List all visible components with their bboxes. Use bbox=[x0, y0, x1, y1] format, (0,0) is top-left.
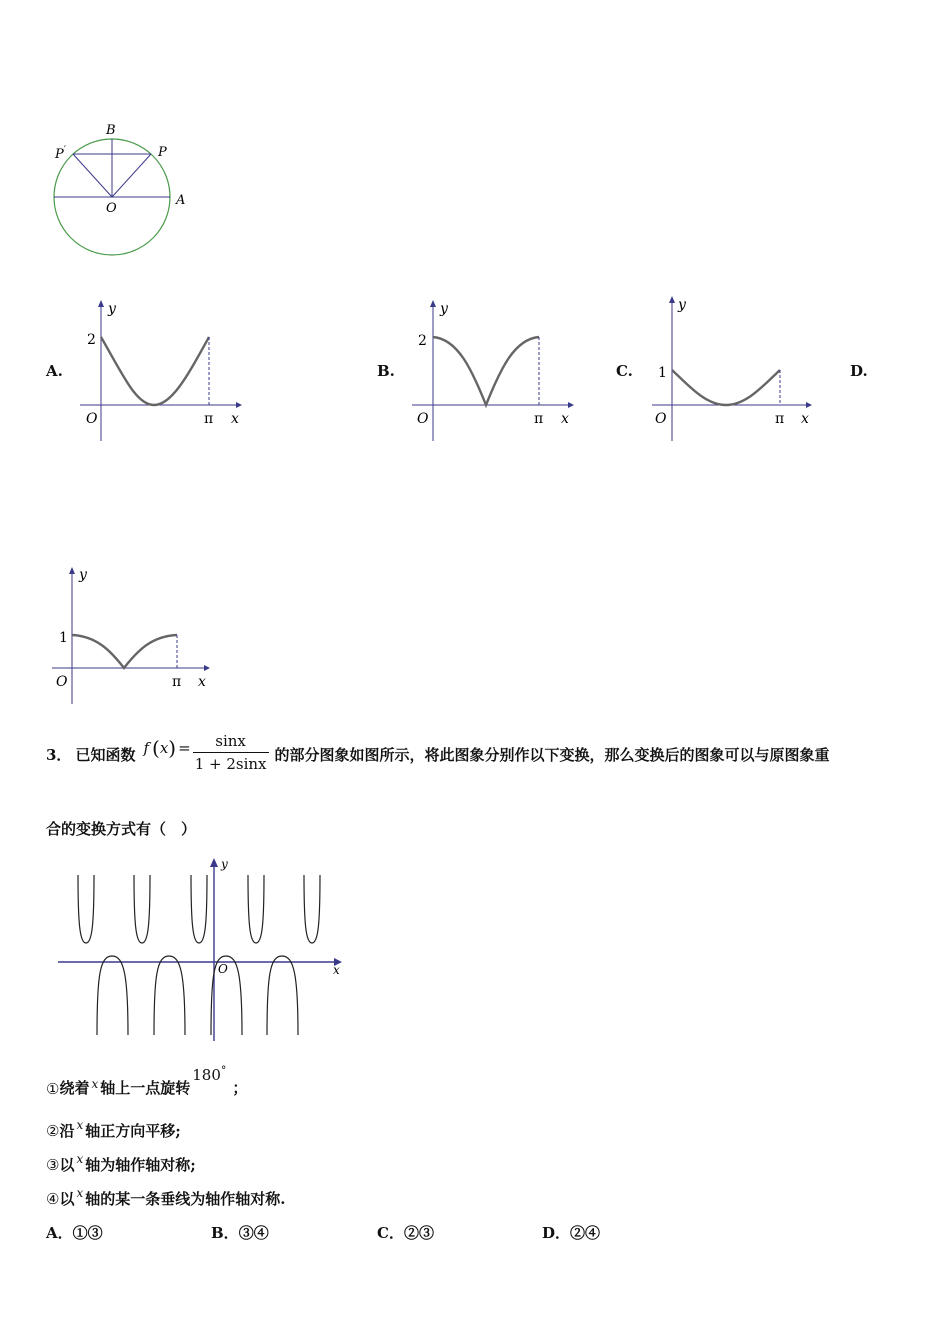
y-tick: 2 bbox=[87, 332, 96, 348]
option-b-graph bbox=[410, 295, 580, 445]
x-label: x bbox=[231, 411, 239, 427]
y-axis-arrow bbox=[430, 300, 436, 307]
label-O: O bbox=[106, 201, 117, 216]
label-P-prime-mark: ′ bbox=[63, 145, 67, 156]
curve bbox=[72, 635, 177, 668]
question-number: 3． bbox=[46, 745, 72, 764]
y-label: y bbox=[79, 567, 87, 583]
answer-c[interactable] bbox=[377, 1222, 434, 1243]
formula-denominator: 1 + 2sinx bbox=[194, 754, 267, 773]
formula bbox=[143, 728, 268, 773]
lower-branches bbox=[97, 956, 298, 1035]
option-b-label[interactable]: B. bbox=[377, 362, 395, 380]
y-axis-arrow bbox=[98, 300, 104, 307]
answer-a-letter: A． bbox=[46, 1224, 73, 1242]
formula-fraction bbox=[193, 732, 269, 773]
option-d-label[interactable]: D. bbox=[850, 362, 868, 380]
label-P-prime bbox=[54, 145, 67, 162]
upper-branch-2 bbox=[134, 875, 150, 943]
x-label: x bbox=[561, 411, 569, 427]
answer-d[interactable] bbox=[542, 1222, 600, 1243]
y-label: y bbox=[221, 857, 228, 871]
option-a-graph bbox=[78, 295, 248, 445]
statement-1-angle: 180 bbox=[192, 1066, 221, 1084]
statement-2 bbox=[46, 1120, 181, 1141]
option-c-graph bbox=[648, 295, 818, 445]
option-c-label[interactable]: C. bbox=[616, 362, 633, 380]
lower-branch-4 bbox=[267, 956, 298, 1035]
label-P-prime-letter: P bbox=[55, 147, 64, 162]
question-3-line2: 合的变换方式有（ ） bbox=[46, 820, 197, 838]
answer-a-value: ①③ bbox=[72, 1224, 103, 1242]
statement-1-var: x bbox=[91, 1077, 99, 1091]
statement-4-after: 轴的某一条垂线为轴作轴对称. bbox=[85, 1190, 286, 1208]
origin-label: O bbox=[86, 411, 98, 427]
statement-3-var: x bbox=[76, 1152, 84, 1166]
option-d-graph bbox=[48, 560, 218, 710]
x-axis-arrow bbox=[568, 402, 574, 408]
x-axis-arrow bbox=[236, 402, 242, 408]
answer-b[interactable] bbox=[211, 1222, 269, 1243]
segment-OP-prime bbox=[73, 154, 112, 197]
lower-branch-2 bbox=[154, 956, 185, 1035]
statement-2-var: x bbox=[76, 1118, 84, 1132]
origin-label: O bbox=[417, 411, 429, 427]
y-axis-arrow bbox=[210, 858, 218, 867]
formula-paren-close: ) bbox=[168, 736, 177, 760]
formula-numerator: sinx bbox=[215, 731, 246, 750]
statement-1-tail: ； bbox=[232, 1079, 248, 1097]
upper-branch-1 bbox=[78, 875, 94, 943]
q3-function-graph bbox=[50, 855, 350, 1045]
question-line1-rest: 的部分图象如图所示，将此图象分别作以下变换，那么变换后的图象可以与原图象重 bbox=[274, 745, 830, 764]
statement-3-num: ③ bbox=[46, 1156, 60, 1174]
statement-2-before: 沿 bbox=[59, 1122, 75, 1140]
curve bbox=[101, 337, 209, 405]
y-tick: 1 bbox=[658, 365, 667, 381]
upper-branch-3 bbox=[191, 875, 207, 943]
statement-1-after: 轴上一点旋转 bbox=[100, 1079, 191, 1097]
upper-branch-5 bbox=[304, 875, 320, 943]
y-label: y bbox=[440, 301, 448, 317]
upper-branch-4 bbox=[248, 875, 264, 943]
statement-3-before: 以 bbox=[59, 1156, 75, 1174]
formula-equals: = bbox=[178, 739, 191, 757]
y-axis-arrow bbox=[69, 567, 75, 574]
formula-f: f bbox=[143, 739, 150, 757]
answer-a[interactable] bbox=[46, 1222, 103, 1243]
origin-label: O bbox=[218, 962, 228, 976]
x-label: x bbox=[333, 963, 340, 977]
curve bbox=[672, 370, 780, 405]
question-prefix: 已知函数 bbox=[75, 745, 136, 764]
answer-c-letter: C． bbox=[377, 1224, 404, 1242]
x-axis-arrow bbox=[204, 665, 210, 671]
label-B: B bbox=[106, 123, 116, 138]
curve bbox=[433, 337, 539, 405]
statement-4-num: ④ bbox=[46, 1190, 60, 1208]
answer-d-value: ②④ bbox=[570, 1224, 601, 1242]
x-label: x bbox=[801, 411, 809, 427]
statement-3-after: 轴为轴作轴对称; bbox=[85, 1156, 196, 1174]
statement-4-before: 以 bbox=[59, 1190, 75, 1208]
y-label: y bbox=[678, 297, 686, 313]
statement-2-after: 轴正方向平移; bbox=[85, 1122, 181, 1140]
pi-tick: π bbox=[172, 674, 182, 690]
y-label: y bbox=[108, 301, 116, 317]
upper-branches bbox=[78, 875, 320, 943]
statement-4-var: x bbox=[76, 1186, 84, 1200]
statement-1 bbox=[46, 1058, 247, 1098]
formula-var: x bbox=[159, 739, 169, 757]
origin-label: O bbox=[655, 411, 667, 427]
segment-OP bbox=[112, 154, 151, 197]
origin-label: O bbox=[56, 674, 68, 690]
statement-3 bbox=[46, 1154, 196, 1175]
statement-1-angle-wrap bbox=[192, 1066, 226, 1084]
answer-b-value: ③④ bbox=[238, 1224, 269, 1242]
answer-d-letter: D． bbox=[542, 1224, 571, 1242]
pi-tick: π bbox=[204, 411, 214, 427]
x-axis-arrow bbox=[806, 402, 812, 408]
answer-c-value: ②③ bbox=[403, 1224, 434, 1242]
question-3-line1 bbox=[46, 730, 830, 778]
statement-1-num: ① bbox=[46, 1080, 60, 1098]
lower-branch-1 bbox=[97, 956, 128, 1035]
x-label: x bbox=[198, 674, 206, 690]
circle-figure bbox=[40, 115, 200, 265]
answer-b-letter: B． bbox=[211, 1224, 239, 1242]
formula-paren-open: ( bbox=[152, 736, 160, 760]
pi-tick: π bbox=[775, 411, 785, 427]
label-A: A bbox=[176, 193, 186, 208]
pi-tick: π bbox=[534, 411, 544, 427]
statement-2-num: ② bbox=[46, 1122, 60, 1140]
statement-1-degree: ° bbox=[220, 1064, 227, 1077]
option-a-label[interactable]: A. bbox=[46, 362, 63, 380]
statement-1-before: 绕着 bbox=[59, 1079, 90, 1097]
y-axis-arrow bbox=[669, 296, 675, 303]
statement-4 bbox=[46, 1188, 285, 1209]
y-tick: 2 bbox=[418, 333, 427, 349]
y-tick: 1 bbox=[59, 630, 68, 646]
label-P: P bbox=[158, 145, 167, 160]
